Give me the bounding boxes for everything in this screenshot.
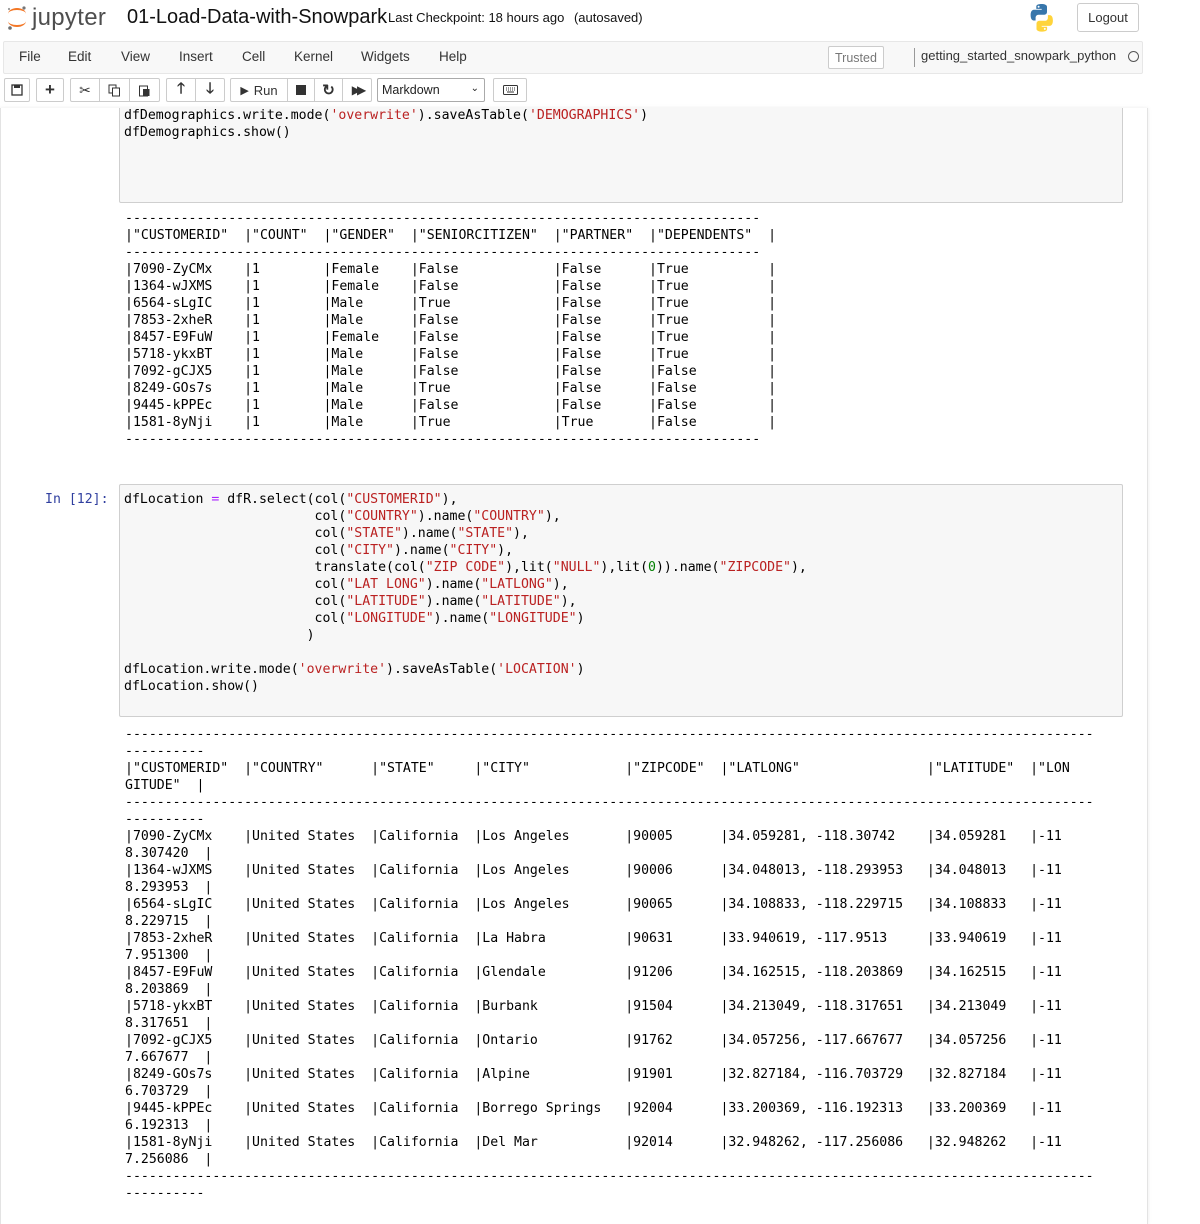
menu-help[interactable]: Help <box>439 49 467 64</box>
keyboard-icon <box>503 85 518 95</box>
code-line: col("STATE").name("STATE"), <box>124 526 529 541</box>
code-cell-input[interactable] <box>119 484 1123 717</box>
run-button[interactable] <box>230 78 288 102</box>
copy-button[interactable] <box>99 78 130 102</box>
code-line: col("CITY").name("CITY"), <box>124 543 514 558</box>
output-line: |7853-2xheR |1 |Male |False |False |True | <box>125 313 777 328</box>
output-line: |8457-E9FuW |1 |Female |False |False |True | <box>125 330 777 345</box>
logout-button[interactable]: Logout <box>1077 3 1139 32</box>
menu-widgets[interactable]: Widgets <box>361 49 410 64</box>
output-line: ---------- <box>125 1186 205 1201</box>
code-line: col("COUNTRY").name("COUNTRY"), <box>124 509 561 524</box>
cell-prompt: In [12]: <box>45 492 109 507</box>
demographics-table-output <box>125 210 776 448</box>
interrupt-button[interactable] <box>287 78 315 102</box>
scissors-icon: ✂ <box>79 81 91 98</box>
output-line: |8249-GOs7s |1 |Male |True |False |False | <box>125 381 777 396</box>
python-logo-icon <box>1026 2 1058 39</box>
menu-insert[interactable]: Insert <box>179 49 213 64</box>
output-line: |8457-E9FuW |United States |California |Glendale |91206 |34.162515, -118.203869 |34.162515 |-11 <box>125 965 1062 980</box>
jupyter-logo-icon <box>6 5 28 31</box>
menubar <box>3 41 1143 74</box>
autosave-status: (autosaved) <box>573 10 643 25</box>
output-line: -------------------------------------------------------------------------------------------------------------------------- <box>125 1169 1094 1184</box>
arrow-up-icon: 🡑 <box>177 79 185 97</box>
jupyter-logo[interactable] <box>6 4 106 32</box>
save-icon <box>11 84 23 96</box>
output-line: 6.192313 | <box>125 1118 213 1133</box>
move-up-button[interactable] <box>166 78 196 102</box>
output-line: |6564-sLgIC |1 |Male |True |False |True | <box>125 296 777 311</box>
output-line: ---------- <box>125 744 205 759</box>
output-line: |1581-8yNji |United States |California |Del Mar |92014 |32.948262, -117.256086 |32.948262 |-11 <box>125 1135 1062 1150</box>
output-line: |8249-GOs7s |United States |California |Alpine |91901 |32.827184, -116.703729 |32.827184 |-11 <box>125 1067 1062 1082</box>
jupyter-logo-text: jupyter <box>32 4 107 31</box>
output-line: |1581-8yNji |1 |Male |True |True |False | <box>125 415 777 430</box>
output-line: GITUDE" | <box>125 778 205 793</box>
output-line: -------------------------------------------------------------------------------------------------------------------------- <box>125 727 1094 742</box>
code-line: dfLocation.show() <box>124 679 259 694</box>
output-line: 7.951300 | <box>125 948 213 963</box>
code-cell-input[interactable] <box>119 108 1123 203</box>
cell-output <box>125 210 776 448</box>
menu-view[interactable]: View <box>121 49 151 64</box>
output-line: |"CUSTOMERID" |"COUNT" |"GENDER" |"SENIORCITIZEN" |"PARTNER" |"DEPENDENTS" | <box>125 228 777 243</box>
notebook-header <box>0 0 1148 36</box>
output-line: |7090-ZyCMx |1 |Female |False |False |True | <box>125 262 777 277</box>
code-line: dfDemographics.write.mode('overwrite').saveAsTable('DEMOGRAPHICS') <box>124 108 649 123</box>
play-icon: ▶ <box>240 84 249 97</box>
output-line: |7853-2xheR |United States |California |La Habra |90631 |33.940619, -117.9513 |33.940619 |-11 <box>125 931 1062 946</box>
move-down-button[interactable] <box>195 78 225 102</box>
code-line: col("LAT LONG").name("LATLONG"), <box>124 577 569 592</box>
kernel-name[interactable]: getting_started_snowpark_python <box>914 48 1116 67</box>
checkpoint-status <box>388 10 643 25</box>
menu-kernel[interactable]: Kernel <box>294 49 334 64</box>
code-line: translate(col("ZIP CODE"),lit("NULL"),lit(0)).name("ZIPCODE"), <box>124 560 807 575</box>
output-line: 6.703729 | <box>125 1084 213 1099</box>
code-line: col("LONGITUDE").name("LONGITUDE") <box>124 611 585 626</box>
code-line: dfDemographics.show() <box>124 125 291 140</box>
output-line: |6564-sLgIC |United States |California |Los Angeles |90065 |34.108833, -118.229715 |34.108833 |-11 <box>125 897 1062 912</box>
cell-type-select[interactable] <box>377 78 485 102</box>
trusted-badge[interactable]: Trusted <box>828 46 884 69</box>
output-line: 7.667677 | <box>125 1050 213 1065</box>
output-line: -------------------------------------------------------------------------------- <box>125 432 761 447</box>
cut-button[interactable] <box>70 78 100 102</box>
stop-icon <box>296 85 306 95</box>
output-line: |7092-gCJX5 |United States |California |Ontario |91762 |34.057256, -117.667677 |34.057256 |-11 <box>125 1033 1062 1048</box>
output-line: |7092-gCJX5 |1 |Male |False |False |False | <box>125 364 777 379</box>
paste-icon <box>138 84 151 97</box>
output-line: ---------- <box>125 812 205 827</box>
output-line: |9445-kPPEc |United States |California |Borrego Springs |92004 |33.200369, -116.192313 |33.200369 |-11 <box>125 1101 1062 1116</box>
restart-run-all-button[interactable] <box>342 78 372 102</box>
checkpoint-text: Last Checkpoint: 18 hours ago <box>388 10 565 25</box>
output-line: |5718-ykxBT |1 |Male |False |False |True | <box>125 347 777 362</box>
cell-output <box>125 726 1094 1202</box>
copy-icon <box>108 84 121 97</box>
restart-button[interactable] <box>314 78 343 102</box>
output-line: 8.293953 | <box>125 880 213 895</box>
arrow-down-icon: 🡓 <box>206 79 214 97</box>
notebook-title[interactable]: 01-Load-Data-with-Snowpark <box>127 6 388 28</box>
output-line: |1364-wJXMS |United States |California |Los Angeles |90006 |34.048013, -118.293953 |34.048013 |-11 <box>125 863 1062 878</box>
output-line: -------------------------------------------------------------------------------- <box>125 245 761 260</box>
output-line: -------------------------------------------------------------------------------------------------------------------------- <box>125 795 1094 810</box>
insert-cell-button[interactable] <box>36 78 64 102</box>
code-line: col("LATITUDE").name("LATITUDE"), <box>124 594 577 609</box>
notebook-container <box>0 108 1148 1224</box>
output-line: 7.256086 | <box>125 1152 213 1167</box>
output-line: 8.203869 | <box>125 982 213 997</box>
output-line: |5718-ykxBT |United States |California |Burbank |91504 |34.213049, -118.317651 |34.213049 |-11 <box>125 999 1062 1014</box>
code-line: ) <box>124 628 315 643</box>
output-line: 8.317651 | <box>125 1016 213 1031</box>
code-line: dfLocation.write.mode('overwrite').saveAsTable('LOCATION') <box>124 662 585 677</box>
run-button-label: Run <box>253 82 278 98</box>
paste-button[interactable] <box>129 78 160 102</box>
menu-edit[interactable]: Edit <box>68 49 92 64</box>
kernel-idle-indicator-icon <box>1128 51 1139 62</box>
output-line: 8.307420 | <box>125 846 213 861</box>
output-line: |9445-kPPEc |1 |Male |False |False |False | <box>125 398 777 413</box>
location-table-output <box>125 726 1094 1202</box>
chevron-down-icon: ⌄ <box>470 83 479 94</box>
output-line: |7090-ZyCMx |United States |California |Los Angeles |90005 |34.059281, -118.30742 |34.059281 |-11 <box>125 829 1062 844</box>
output-line: -------------------------------------------------------------------------------- <box>125 211 761 226</box>
toolbar <box>0 76 1148 106</box>
fast-forward-icon: ▶▶ <box>351 83 363 97</box>
code-line: dfLocation = dfR.select(col("CUSTOMERID"), <box>124 492 458 507</box>
output-line: |1364-wJXMS |1 |Female |False |False |True | <box>125 279 777 294</box>
restart-icon: ↻ <box>322 82 335 99</box>
plus-icon: + <box>45 80 55 99</box>
menu-cell[interactable]: Cell <box>242 49 266 64</box>
save-button[interactable] <box>4 78 30 102</box>
output-line: |"CUSTOMERID" |"COUNTRY" |"STATE" |"CITY" |"ZIPCODE" |"LATLONG" |"LATITUDE" |"LON <box>125 761 1070 776</box>
menu-file[interactable]: File <box>19 49 41 64</box>
cell-type-value: Markdown <box>382 83 440 97</box>
output-line: 8.229715 | <box>125 914 213 929</box>
command-palette-button[interactable] <box>493 78 527 102</box>
